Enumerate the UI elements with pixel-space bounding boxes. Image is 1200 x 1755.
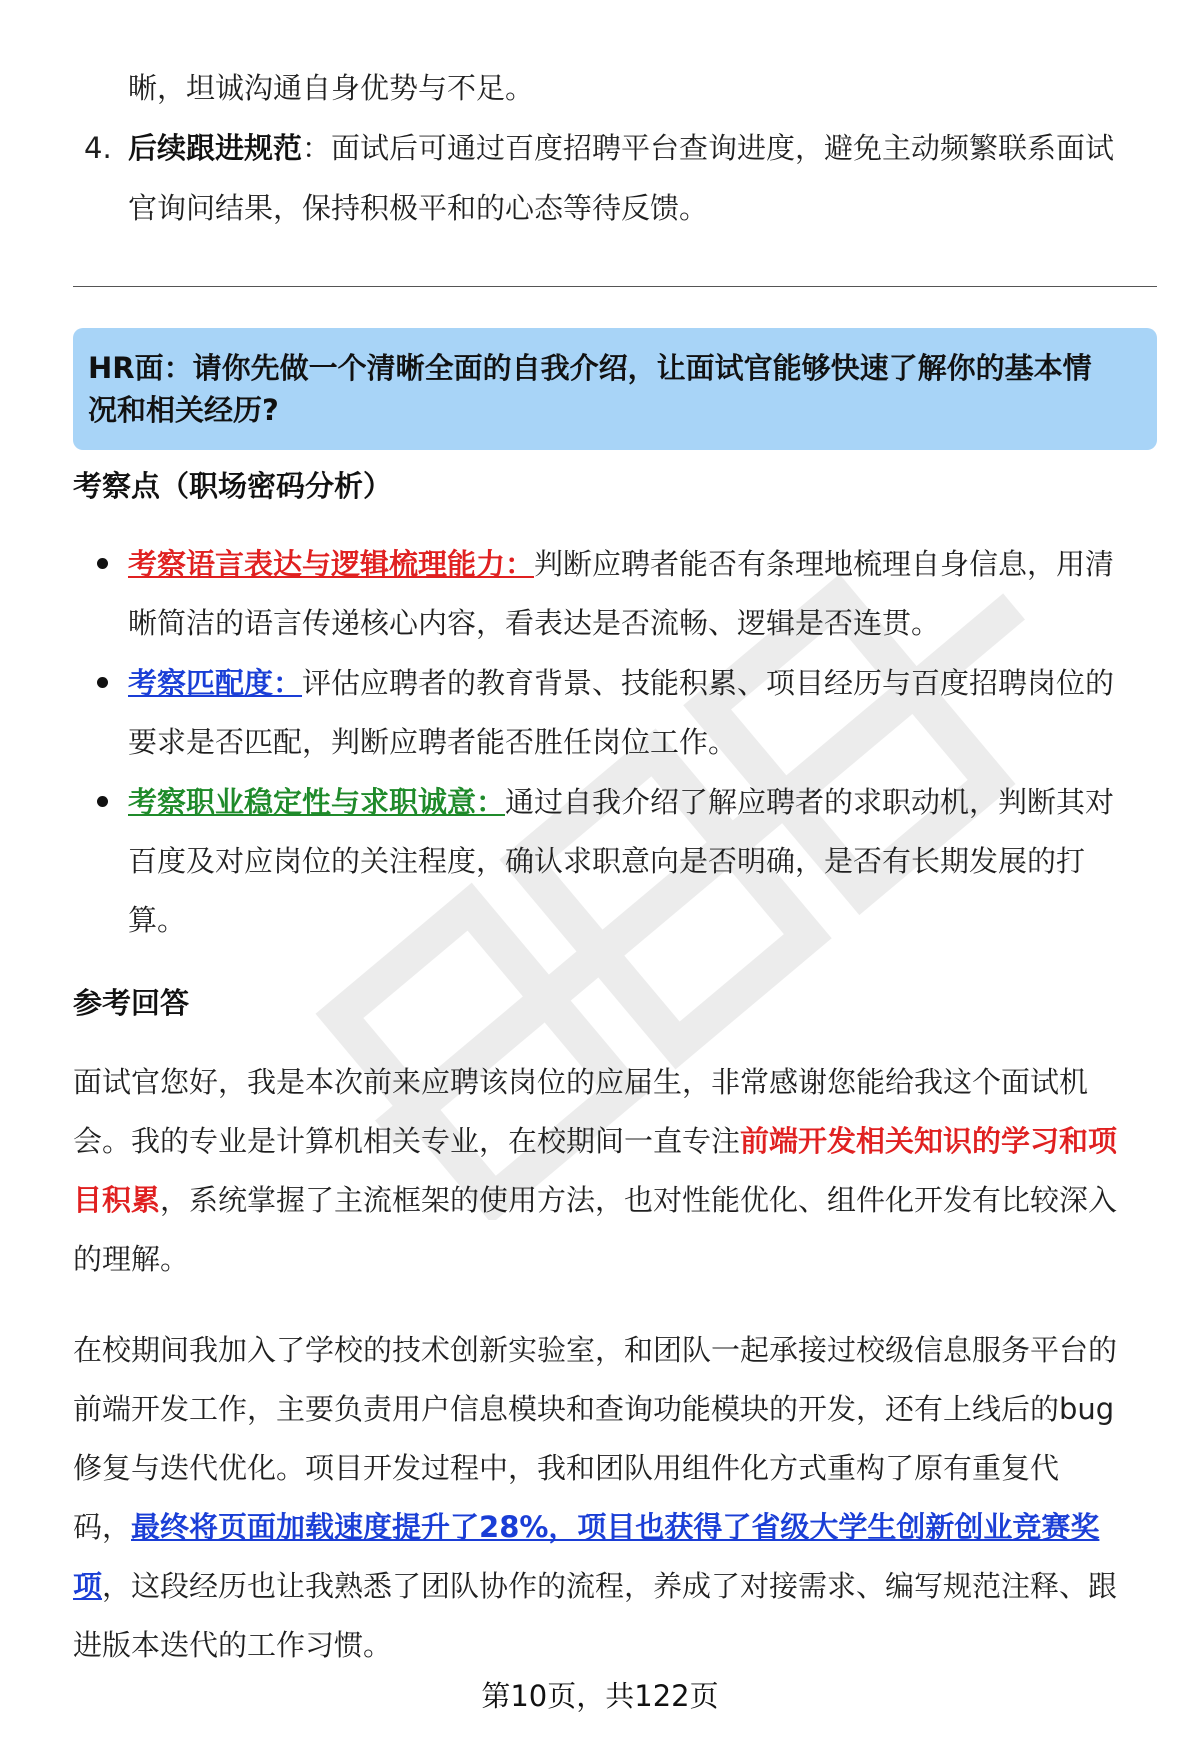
answer-p1-highlight: 前端开发相关知识的学习和项 bbox=[740, 1124, 1118, 1158]
answer-p1-highlight-cont: 目积累 bbox=[73, 1183, 161, 1217]
answer-p1-line3 bbox=[73, 1180, 1117, 1220]
analysis-item-2-text: 评估应聘者的教育背景、技能积累、项目经历与百度招聘岗位的 bbox=[302, 666, 1115, 700]
answer-p2-highlight-cont: 项 bbox=[73, 1569, 103, 1603]
question-line-1: HR面：请你先做一个清晰全面的自我介绍，让面试官能够快速了解你的基本情 bbox=[88, 351, 1092, 385]
page-number: 第10页，共122页 bbox=[481, 1679, 719, 1713]
list-item-4-title: 后续跟进规范 bbox=[128, 131, 303, 165]
analysis-item-3 bbox=[128, 782, 1114, 822]
bullet-icon bbox=[97, 558, 108, 569]
answer-p1-line2-text: 会。我的专业是计算机相关专业，在校期间一直专注 bbox=[73, 1124, 741, 1158]
analysis-item-2-label: 考察匹配度： bbox=[128, 666, 303, 700]
answer-p1-line4: 的理解。 bbox=[73, 1242, 190, 1276]
bullet-icon bbox=[97, 677, 108, 688]
list-item-4 bbox=[128, 128, 1114, 168]
analysis-item-1 bbox=[128, 544, 1114, 584]
answer-p2-line6: 进版本迭代的工作习惯。 bbox=[73, 1628, 393, 1662]
answer-p2-line2: 前端开发工作，主要负责用户信息模块和查询功能模块的开发，还有上线后的bug bbox=[73, 1392, 1115, 1426]
answer-p2-line5-text: ，这段经历也让我熟悉了团队协作的流程，养成了对接需求、编写规范注释、跟 bbox=[102, 1569, 1118, 1603]
analysis-item-2 bbox=[128, 663, 1114, 703]
analysis-item-2-line2: 要求是否匹配，判断应聘者能否胜任岗位工作。 bbox=[128, 725, 738, 759]
answer-p1-line1: 面试官您好，我是本次前来应聘该岗位的应届生，非常感谢您能给我这个面试机 bbox=[73, 1065, 1089, 1099]
answer-p2-highlight: 最终将页面加载速度提升了28%，项目也获得了省级大学生创新创业竞赛奖 bbox=[131, 1510, 1100, 1544]
answer-heading: 参考回答 bbox=[73, 986, 190, 1020]
analysis-item-1-text: 判断应聘者能否有条理地梳理自身信息，用清 bbox=[534, 547, 1115, 581]
answer-p2-line3: 修复与迭代优化。项目开发过程中，我和团队用组件化方式重构了原有重复代 bbox=[73, 1451, 1060, 1485]
question-box bbox=[73, 328, 1157, 450]
question-line-2: 况和相关经历? bbox=[88, 393, 279, 427]
analysis-item-3-line2: 百度及对应岗位的关注程度，确认求职意向是否明确，是否有长期发展的打 bbox=[128, 844, 1086, 878]
list-number-4: 4. bbox=[84, 131, 112, 165]
answer-p2-line4 bbox=[73, 1507, 1099, 1547]
list-item-4-text: ：面试后可通过百度招聘平台查询进度，避免主动频繁联系面试 bbox=[302, 131, 1115, 165]
list-item-3-continuation: 晰，坦诚沟通自身优势与不足。 bbox=[128, 71, 535, 105]
bullet-icon bbox=[97, 796, 108, 807]
answer-p2-line4-text: 码， bbox=[73, 1510, 132, 1544]
answer-p2-line5 bbox=[73, 1566, 1117, 1606]
section-divider bbox=[73, 286, 1157, 287]
answer-p1-line3-text: ，系统掌握了主流框架的使用方法，也对性能优化、组件化开发有比较深入 bbox=[160, 1183, 1118, 1217]
list-item-4-line2: 官询问结果，保持积极平和的心态等待反馈。 bbox=[128, 191, 709, 225]
answer-p2-line1: 在校期间我加入了学校的技术创新实验室，和团队一起承接过校级信息服务平台的 bbox=[73, 1333, 1118, 1367]
analysis-item-3-line3: 算。 bbox=[128, 903, 187, 937]
analysis-heading: 考察点（职场密码分析） bbox=[73, 469, 393, 503]
answer-p1-line2 bbox=[73, 1121, 1117, 1161]
analysis-item-3-text: 通过自我介绍了解应聘者的求职动机，判断其对 bbox=[505, 785, 1115, 819]
analysis-item-3-label: 考察职业稳定性与求职诚意： bbox=[128, 785, 506, 819]
analysis-item-1-label: 考察语言表达与逻辑梳理能力： bbox=[128, 547, 535, 581]
analysis-item-1-line2: 晰简洁的语言传递核心内容，看表达是否流畅、逻辑是否连贯。 bbox=[128, 606, 941, 640]
